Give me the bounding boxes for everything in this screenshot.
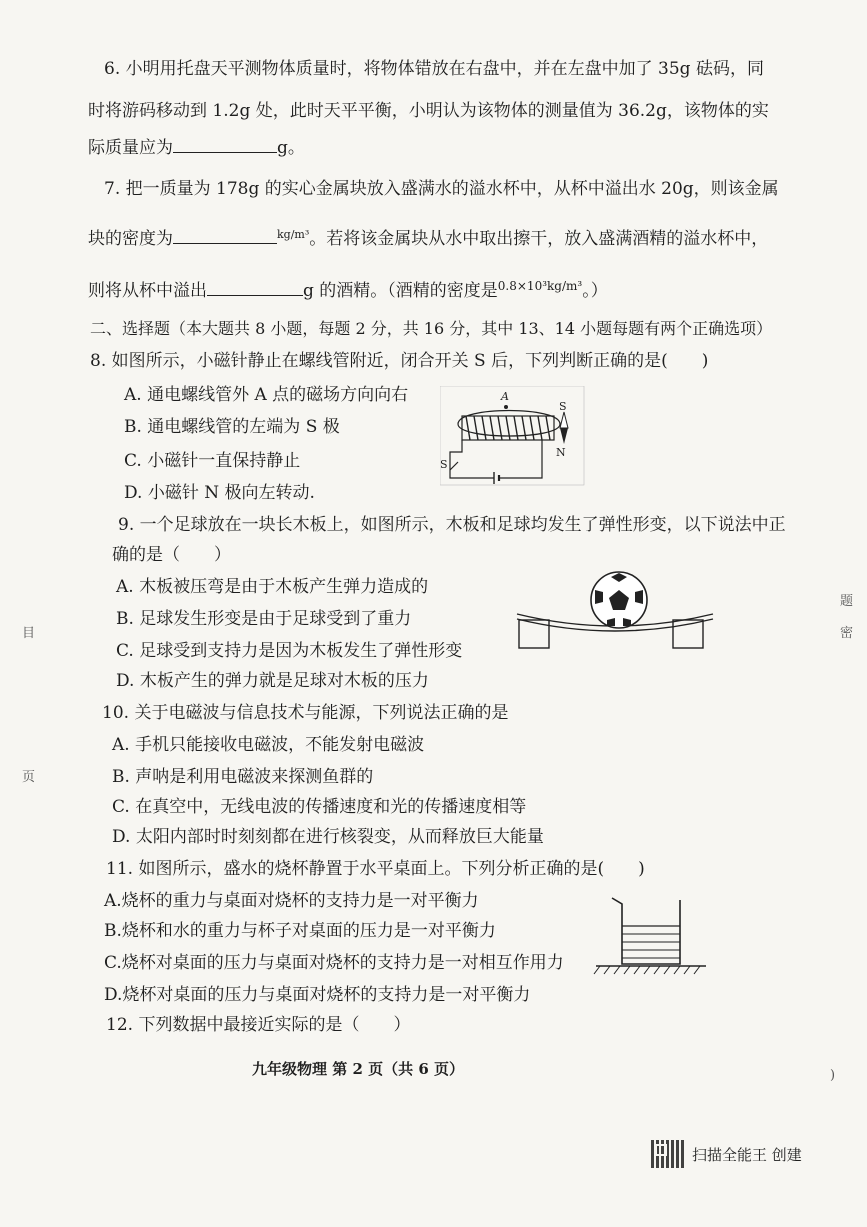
q8-stem: 8. 如图所示，小磁针静止在螺线管附近，闭合开关 S 后，下列判断正确的是( )	[90, 351, 709, 371]
q7-line2	[88, 224, 768, 250]
q9-option-b[interactable]: B. 足球发生形变是由于足球受到了重力	[116, 609, 412, 629]
q7-line1: 7. 把一质量为 178g 的实心金属块放入盛满水的溢水杯中，从杯中溢出水 20g，则该金属	[104, 179, 779, 199]
q8-option-a[interactable]: A. 通电螺线管外 A 点的磁场方向向右	[124, 385, 409, 405]
q10-option-a[interactable]: A. 手机只能接收电磁波，不能发射电磁波	[112, 735, 425, 755]
margin-mark-right-1: 题	[840, 594, 854, 609]
margin-mark-left-2: 页	[22, 770, 36, 785]
solenoid-figure	[440, 386, 585, 486]
q11-option-b[interactable]: B.烧杯和水的重力与杯子对桌面的压力是一对平衡力	[104, 921, 496, 941]
q8-option-b[interactable]: B. 通电螺线管的左端为 S 极	[124, 417, 340, 437]
q8-option-d[interactable]: D. 小磁针 N 极向左转动.	[124, 483, 315, 503]
q6-line1: 6. 小明用托盘天平测物体质量时，将物体错放在右盘中，并在左盘中加了 35g 砝码，同	[104, 59, 764, 79]
q7-line3-prefix: 则将从杯中溢出	[88, 281, 207, 301]
q9-option-d[interactable]: D. 木板产生的弹力就是足球对木板的压力	[116, 671, 429, 691]
margin-mark-right-2: 密	[840, 626, 854, 641]
q9-option-c[interactable]: C. 足球受到支持力是因为木板发生了弹性形变	[116, 641, 463, 661]
football-plank-figure	[515, 568, 717, 654]
q6-line2: 时将游码移动到 1.2g 处，此时天平平衡，小明认为该物体的测量值为 36.2g，该物体的实	[88, 101, 769, 121]
q7-alcohol-density: 0.8×10³kg/m³	[497, 279, 583, 293]
q6-line3	[88, 136, 305, 159]
q10-option-b[interactable]: B. 声呐是利用电磁波来探测鱼群的	[112, 767, 374, 787]
margin-mark-left-1: 目	[22, 626, 36, 641]
q10-option-c[interactable]: C. 在真空中，无线电波的传播速度和光的传播速度相等	[112, 797, 527, 817]
q11-option-c[interactable]: C.烧杯对桌面的压力与桌面对烧杯的支持力是一对相互作用力	[104, 953, 564, 973]
point-a-label: A	[501, 390, 509, 403]
q9-stem-line2: 确的是（ ）	[112, 545, 231, 565]
q8-option-c[interactable]: C. 小磁针一直保持静止	[124, 451, 301, 471]
needle-n-label: N	[556, 446, 566, 459]
scanner-watermark: 扫描全能王 创建	[692, 1146, 802, 1164]
q6-answer-blank[interactable]	[173, 136, 277, 153]
q11-option-d[interactable]: D.烧杯对桌面的压力与桌面对烧杯的支持力是一对平衡力	[104, 985, 531, 1005]
q7-density-blank[interactable]	[173, 227, 277, 244]
q11-stem: 11. 如图所示，盛水的烧杯静置于水平桌面上。下列分析正确的是( )	[106, 859, 645, 879]
q7-line3-mid: g 的酒精。（酒精的密度是	[303, 281, 498, 301]
q12-stem: 12. 下列数据中最接近实际的是（ ）	[106, 1015, 411, 1035]
q7-line3-suffix: 。）	[582, 281, 608, 301]
q11-option-a[interactable]: A.烧杯的重力与桌面对烧杯的支持力是一对平衡力	[104, 891, 479, 911]
qr-code-icon	[651, 1140, 685, 1168]
page-footer: 九年级物理 第 2 页（共 6 页）	[252, 1060, 464, 1078]
q9-option-a[interactable]: A. 木板被压弯是由于木板产生弹力造成的	[116, 577, 429, 597]
q7-line2-suffix: 。若将该金属块从水中取出擦干，放入盛满酒精的溢水杯中，	[309, 229, 769, 249]
q7-alcohol-blank[interactable]	[207, 279, 303, 296]
beaker-figure	[592, 892, 710, 976]
margin-corner-mark: )	[830, 1068, 836, 1083]
q6-line3-prefix: 际质量应为	[88, 138, 173, 158]
q7-line3	[88, 275, 608, 302]
q6-line3-suffix: g。	[277, 138, 305, 158]
q7-density-unit: kg/m³	[277, 228, 310, 241]
q7-line2-prefix: 块的密度为	[88, 229, 173, 249]
q9-stem-line1: 9. 一个足球放在一块长木板上，如图所示，木板和足球均发生了弹性形变，以下说法中正	[118, 515, 786, 535]
q10-stem: 10. 关于电磁波与信息技术与能源，下列说法正确的是	[102, 703, 509, 723]
needle-s-label: S	[559, 400, 567, 413]
section-two-heading: 二、选择题（本大题共 8 小题，每题 2 分，共 16 分，其中 13、14 小题每题有两个正确选项）	[90, 319, 773, 338]
switch-label: S	[440, 458, 448, 471]
q10-option-d[interactable]: D. 太阳内部时时刻刻都在进行核裂变，从而释放巨大能量	[112, 827, 544, 847]
